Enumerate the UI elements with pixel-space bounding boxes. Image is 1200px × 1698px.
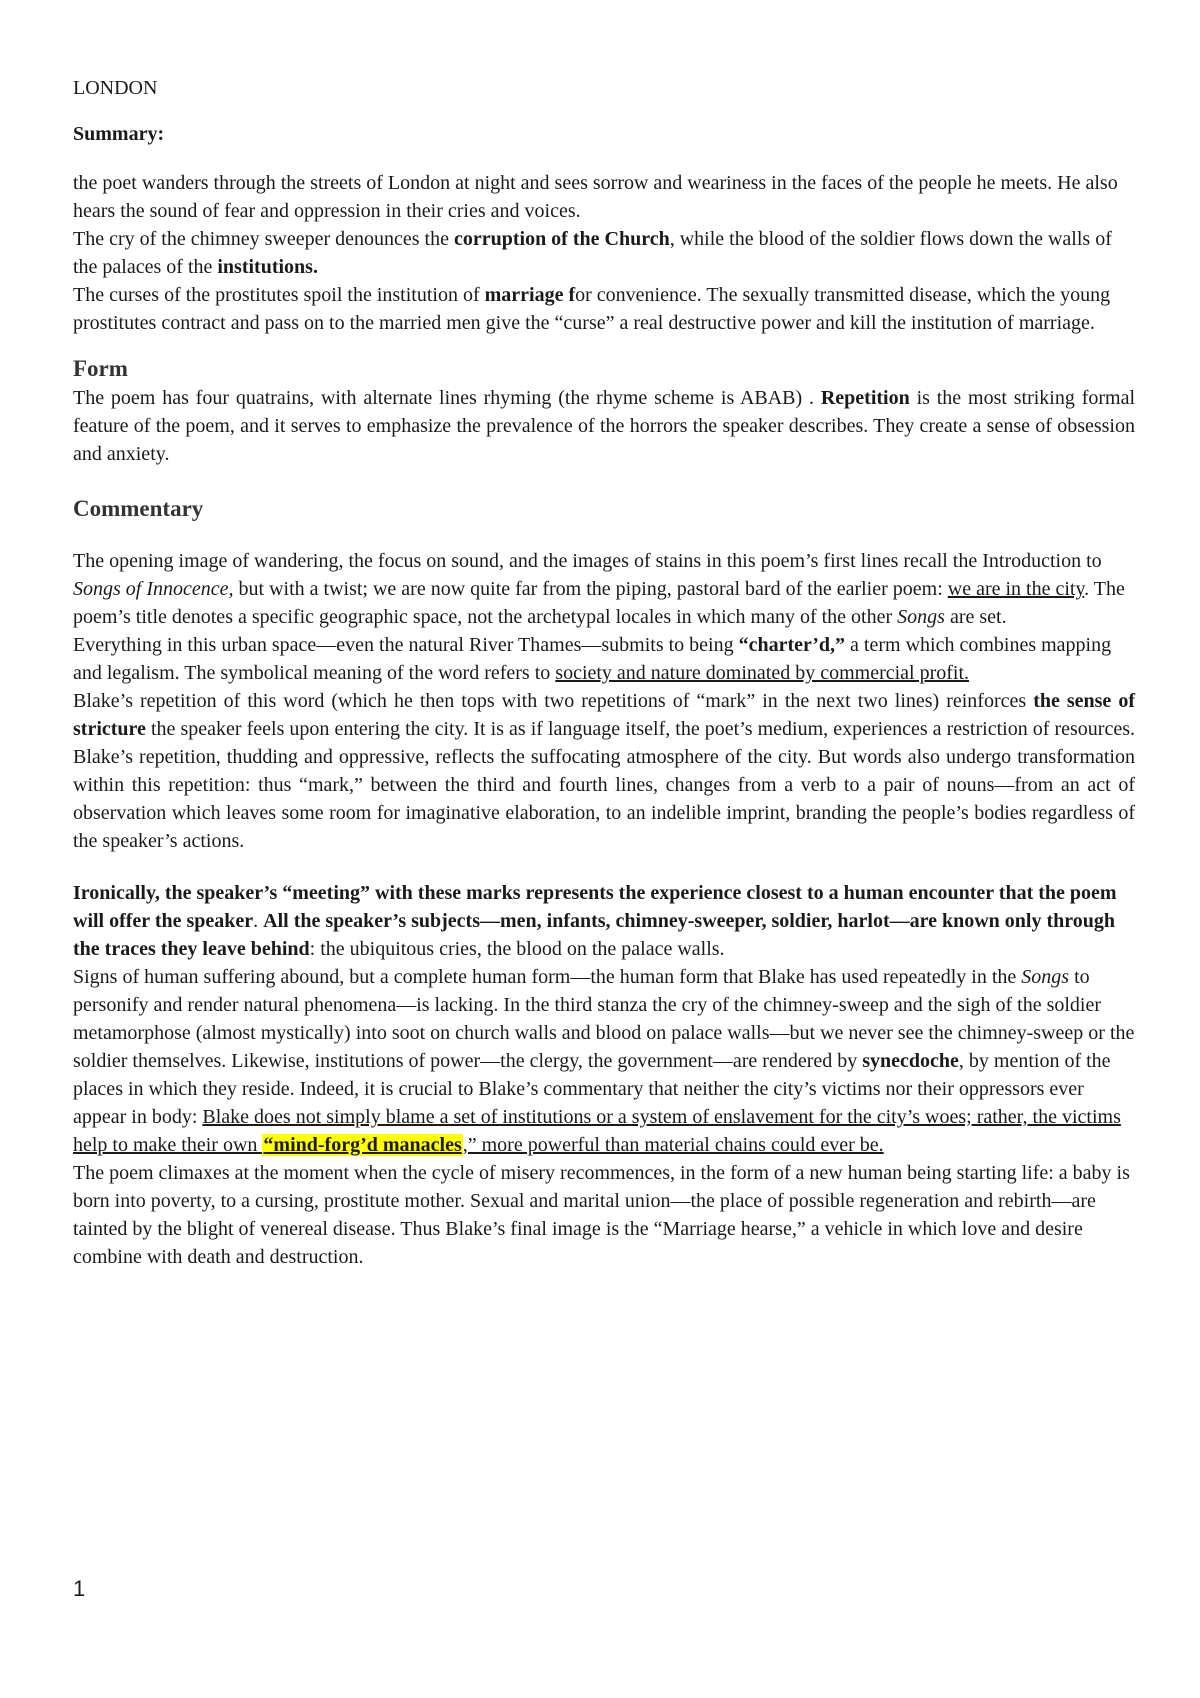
bold-run: “charter’d,” xyxy=(738,634,846,656)
text-run: The curses of the prostitutes spoil the institution of xyxy=(73,284,485,306)
underlined-run: society and nature dominated by commercial profit. xyxy=(555,662,970,684)
italic-run: Songs xyxy=(897,606,945,628)
commentary-paragraph-1 xyxy=(73,547,1135,631)
text-run: The cry of the chimney sweeper denounces the xyxy=(73,228,454,250)
text-run: , while the blood of the soldier flows down the walls of the palaces of the xyxy=(73,228,1112,278)
underlined-run: ,” more powerful than material chains could ever be. xyxy=(462,1134,884,1156)
commentary-paragraph-2 xyxy=(73,631,1135,687)
text-run: is the most striking formal feature of the poem, and it serves to emphasize the prevalence of the horrors the speaker describes. They create a sense of obsession and anxiety. xyxy=(73,387,1136,465)
text-run: Signs of human suffering abound, but a complete human form—the human form that Blake has used repeatedly in the xyxy=(73,966,1022,988)
bold-run: synecdoche xyxy=(862,1050,959,1072)
text-run: The poem has four quatrains, with alternate lines rhyming (the rhyme scheme is ABAB) . xyxy=(73,387,821,409)
form-heading: Form xyxy=(73,356,128,381)
page-number: 1 xyxy=(73,1576,86,1601)
commentary-heading: Commentary xyxy=(73,496,204,521)
text-run: a term which combines mapping and legalism. The symbolical meaning of the word refers to xyxy=(73,634,1112,684)
bold-run: Repetition xyxy=(820,387,910,409)
italic-run: Songs of Innocence, xyxy=(73,578,234,600)
text-run: the speaker feels upon entering the city. It is as if language itself, the poet’s medium, experiences a restriction of resources. Blake’s repetition, thudding and oppressive, reflects the suffocating atmosphere of the city. But words also undergo transformation within this repetition: thus “mark,” between the third and fourth lines, changes from a verb to a pair of nouns—from an act of observation which leaves some room for imaginative elaboration, to an indelible imprint, branding the people’s bodies regardless of the speaker’s actions. xyxy=(73,718,1135,852)
commentary-section xyxy=(73,547,1135,1271)
text-run: Everything in this urban space—even the natural River Thames—submits to being xyxy=(73,634,739,656)
document-body xyxy=(73,70,1135,1271)
summary-label: Summary: xyxy=(73,123,165,145)
text-run: are set. xyxy=(944,606,1007,628)
text-run: but with a twist; we are now quite far from the piping, pastoral bard of the earlier poem: xyxy=(233,578,948,600)
bold-run: “mind-forg’d manacles xyxy=(263,1134,462,1156)
text-run: The opening image of wandering, the focus on sound, and the images of stains in this poem’s first lines recall the Introduction to xyxy=(73,550,1102,572)
text-run: . The poem’s title denotes a specific geographic space, not the archetypal locales in which many of the other xyxy=(73,578,1125,628)
bold-run: Ironically, the speaker’s “meeting” with these marks represents the experience closest to a human encounter that the poem will offer the speaker xyxy=(73,882,1117,932)
bold-run: the sense of stricture xyxy=(73,690,1135,740)
summary-paragraph-3 xyxy=(73,281,1135,337)
summary-section xyxy=(73,169,1135,337)
text-run: , by mention of the places in which they reside. Indeed, it is crucial to Blake’s commentary that neither the city’s victims nor their oppressors ever appear in body: xyxy=(73,1050,1111,1128)
summary-paragraph-1: the poet wanders through the streets of London at night and sees sorrow and weariness in the faces of the people he meets. He also hears the sound of fear and oppression in their cries and voices. xyxy=(73,172,1118,222)
text-run: : the ubiquitous cries, the blood on the palace walls. xyxy=(309,938,725,960)
summary-paragraph-2 xyxy=(73,225,1135,281)
italic-run: Songs xyxy=(1021,966,1070,988)
text-run: Blake’s repetition of this word (which he then tops with two repetitions of “mark” in the next two lines) reinforces xyxy=(73,690,1034,712)
text-run: . xyxy=(253,910,264,932)
text-run: to personify and render natural phenomena—is lacking. In the third stanza the cry of the chimney-sweep and the sigh of the soldier metamorphose (almost mystically) into soot on church walls and blood on palace walls—but we never see the chimney-sweep or the soldier themselves. Likewise, institutions of power—the clergy, the government—are rendered by xyxy=(73,966,1135,1072)
form-paragraph xyxy=(73,384,1135,468)
bold-run: corruption of the Church xyxy=(453,228,670,250)
bold-run: institutions. xyxy=(217,256,318,278)
commentary-paragraph-4 xyxy=(73,879,1135,963)
commentary-paragraph-5 xyxy=(73,963,1135,1159)
bold-run: All the speaker’s subjects—men, infants, chimney-sweeper, soldier, harlot—are known only through the traces they leave behind xyxy=(73,910,1116,960)
underlined-run: Blake does not simply blame a set of institutions or a system of enslavement for the city’s woes; rather, the victims help to make their own xyxy=(73,1106,1121,1156)
bold-run: marriage f xyxy=(484,284,576,306)
text-run: or convenience. The sexually transmitted disease, which the young prostitutes contract and pass on to the married men give the “curse” a real destructive power and kill the institution of marriage. xyxy=(73,284,1111,334)
document-title: LONDON xyxy=(73,77,158,99)
commentary-paragraph-3 xyxy=(73,687,1135,855)
underlined-run: we are in the city xyxy=(947,578,1085,600)
commentary-paragraph-6: The poem climaxes at the moment when the cycle of misery recommences, in the form of a new human being starting life: a baby is born into poverty, to a cursing, prostitute mother. Sexual and marital union—the place of possible regeneration and rebirth—are tainted by the blight of venereal disease. Thus Blake’s final image is the “Marriage hearse,” a vehicle in which love and desire combine with death and destruction. xyxy=(73,1162,1130,1268)
highlighted-quote xyxy=(262,1134,462,1156)
